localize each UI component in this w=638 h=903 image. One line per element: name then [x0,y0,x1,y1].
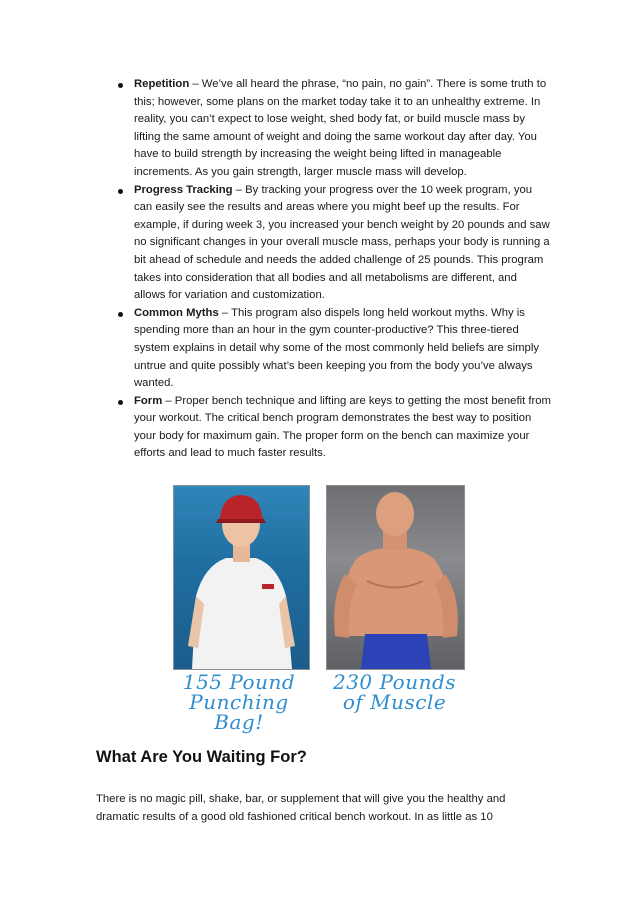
after-figure-illustration [327,486,464,669]
bullet-term: Common Myths [134,306,219,319]
bullet-dot [118,400,123,405]
bullet-common-myths [96,305,551,393]
bullet-text: – This program also dispels long held workout myths. Why is spending more than an hour in the gym counter-productive? This three-tiered system explains in detail why some of the most commonly held beliefs are simply untrue and quite possibly what’s been keeping you from the body you’ve always wanted. [134,306,539,390]
before-after-image [173,485,463,734]
bullet-term: Form [134,394,163,407]
bullet-dot [118,83,123,88]
bullet-text: – By tracking your progress over the 10 week program, you can easily see the results and areas where you might beef up the results. For example, if during week 3, you increased your bench weight by 20 pounds and saw no significant changes in your overall muscle mass, perhaps your body is running a bit ahead of schedule and needs the added challenge of 25 pounds. This program takes into consideration that all bodies and all metabolisms are different, and allows for variation and customization. [134,183,550,302]
bullet-progress-tracking [96,182,551,305]
bullet-repetition [96,76,551,182]
before-caption: 155 Pound Punching Bag! [182,670,296,734]
feature-bullet-list [96,76,551,463]
after-photo [326,485,465,670]
before-photo [173,485,310,670]
bullet-term: Progress Tracking [134,183,233,196]
bullet-text: – Proper bench technique and lifting are keys to getting the most benefit from your workout. The critical bench program demonstrates the best way to position your body for maximum gain. The proper form on the bench can maximize your efforts and lead to much faster results. [134,394,551,460]
bullet-text: – We’ve all heard the phrase, “no pain, no gain”. There is some truth to this; however, some plans on the market today take it to an unhealthy extreme. In reality, you can’t expect to lose weight, shed body fat, or build muscle mass by lifting the same amount of weight and doing the same workout day after day. You have to build strength by increasing the weight being lifted in manageable increments. As you gain strength, larger muscle mass will develop. [134,78,547,178]
section-paragraph: There is no magic pill, shake, bar, or supplement that will give you the healthy and dramatic results of a good old fashioned critical bench workout. In as little as 10 [96,793,506,823]
bullet-term: Repetition [134,78,190,90]
bullet-dot [118,189,123,194]
bullet-dot [118,312,123,317]
before-figure-illustration [174,486,309,669]
section-heading: What Are You Waiting For? [96,748,307,766]
after-caption: 230 Pounds of Muscle [332,670,457,714]
bullet-form [96,393,551,463]
